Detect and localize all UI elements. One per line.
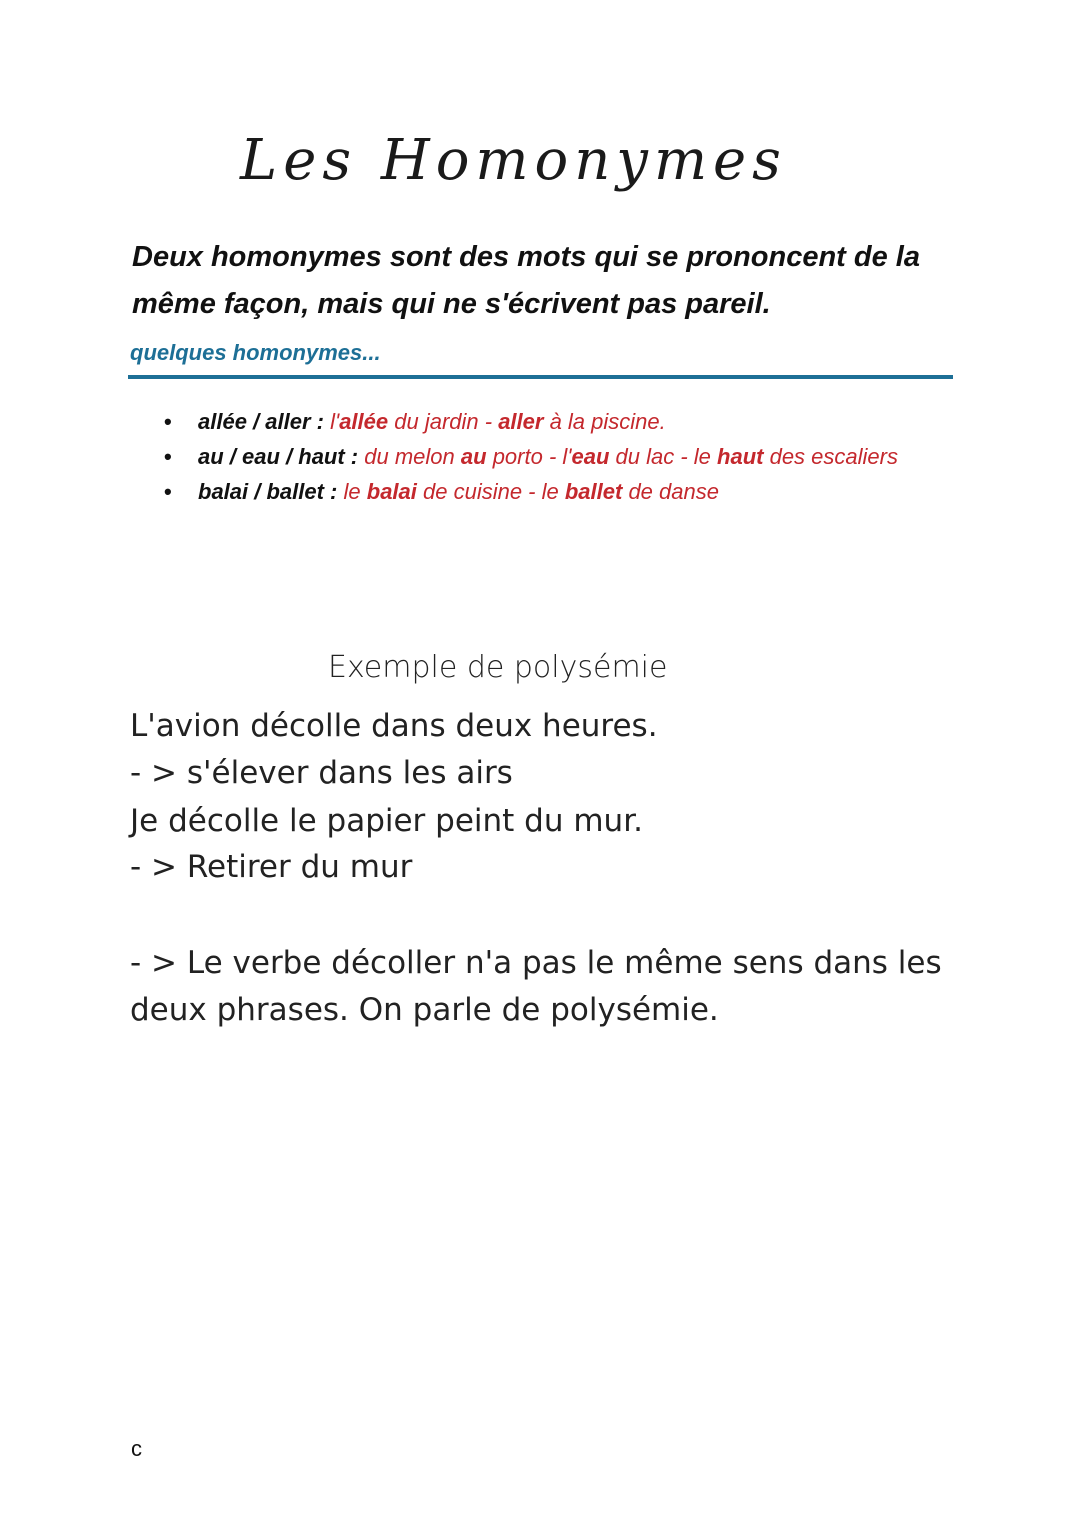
bullet-icon: •: [164, 444, 172, 469]
polysemy-line: - > Retirer du mur: [130, 849, 413, 885]
polysemy-line: Je décolle le papier peint du mur.: [130, 803, 643, 839]
bullet-icon: •: [164, 479, 172, 504]
polysemy-conclusion: - > Le verbe décoller n'a pas le même sens dans les deux phrases. On parle de polysémie.: [130, 945, 942, 1028]
homonym-example: du melon au porto - l'eau du lac - le haut des escaliers: [364, 444, 898, 469]
definition-text: Deux homonymes sont des mots qui se prononcent de la même façon, mais qui ne s'écrivent pas pareil.: [132, 241, 920, 320]
homonym-words: allée / aller :: [198, 409, 324, 434]
homonym-example: l'allée du jardin - aller à la piscine.: [330, 409, 666, 434]
section-subheading: quelques homonymes...: [130, 340, 381, 365]
homonym-words: balai / ballet :: [198, 479, 338, 504]
homonym-example: le balai de cuisine - le ballet de danse: [343, 479, 719, 504]
polysemy-line: L'avion décolle dans deux heures.: [130, 708, 658, 744]
footer-mark: c: [131, 1436, 142, 1461]
page-title: Les Homonymes: [240, 128, 787, 193]
polysemy-line: - > s'élever dans les airs: [130, 755, 513, 791]
polysemy-heading: Exemple de polysémie: [328, 650, 668, 685]
homonym-words: au / eau / haut :: [198, 444, 359, 469]
section-divider: [128, 375, 953, 379]
list-item: [160, 474, 898, 509]
bullet-icon: •: [164, 409, 172, 434]
list-item: [160, 439, 898, 474]
list-item: [160, 404, 898, 439]
homonym-list: [160, 404, 898, 509]
